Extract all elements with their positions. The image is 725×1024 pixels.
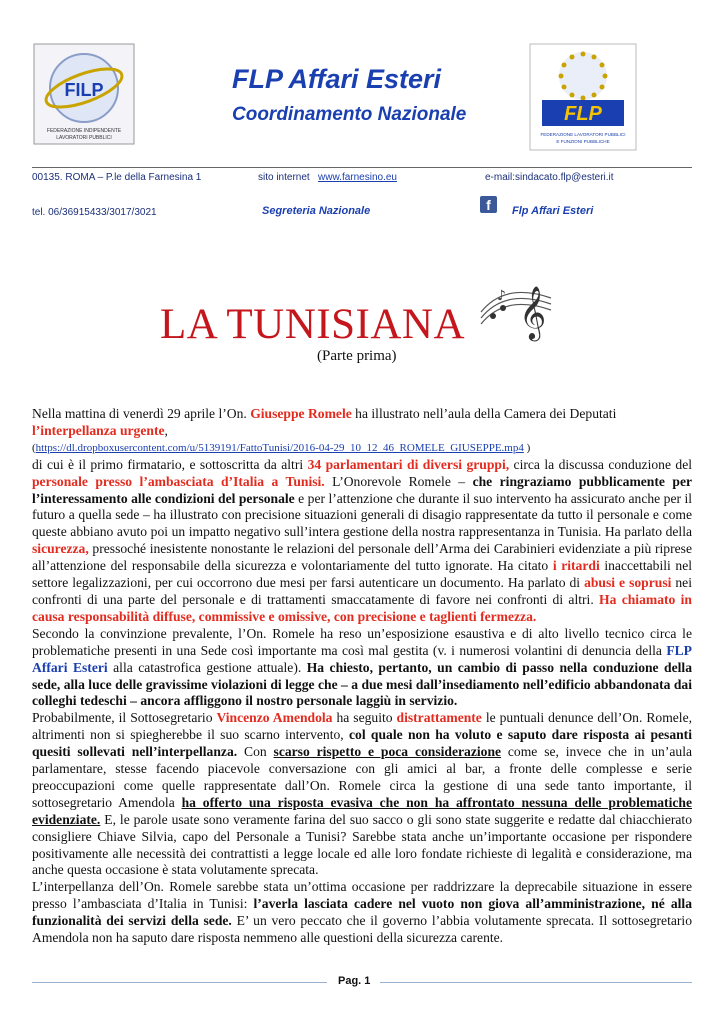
paragraph-5 [32,879,692,947]
highlight-text: distrattamente [396,710,482,726]
document-title: LA TUNISIANA [160,301,466,348]
svg-text:E FUNZIONI PUBBLICHE: E FUNZIONI PUBBLICHE [556,139,610,144]
text-span: le puntuali denunce dell’On. Romele, altrimenti non si spiegherebbe il suo scarno intervento, [32,710,693,743]
header-subtitle: Coordinamento Nazionale [232,104,467,125]
paragraph-1 [32,406,692,440]
video-link[interactable]: https://dl.dropboxusercontent.com/u/5139191/FattoTunisi/2016-04-29_10_12_46_ROMELE_GIUSEPPE.mp4 [35,441,524,454]
footer-divider-right [380,982,692,983]
filp-logo-icon [32,42,136,146]
highlight-text: l’interpellanza urgente [32,422,165,438]
document-subtitle: (Parte prima) [317,348,397,364]
text-span: E’ un vero peccato che il governo l’abbia volutamente sprecata. Il sottosegretario Amendola non ha saputo dare risposta nemmeno alle questioni della sicurezza carente. [32,913,692,946]
email-text[interactable]: e-mail:sindacato.flp@esteri.it [485,172,614,183]
highlight-text: 34 parlamentari di diversi gruppi, [307,456,510,472]
text-span: di cui è il primo firmatario, e sottoscritta da altri [32,456,308,472]
text-span: come se, invece che in un’aula parlamentare, stesse facendo piacevole conversazione con gli amici al bar, a fronte delle complesse e serie preoccupazioni come quelle rappresentate dall’On. Romele circa la gestione di una sede tanto importante, il sottosegretario Amendola [32,744,692,810]
bold-underline-text: ha offerto una risposta evasiva che non ha affrontato nessuna delle problematiche evidenziate. [32,794,692,827]
text-span: ha illustrato nell’aula della Camera dei Deputati [351,406,617,421]
highlight-text: personale presso l’ambasciata d’Italia a Tunisi. [32,473,325,489]
text-span: Probabilmente, il Sottosegretario [32,710,217,726]
site-label: sito internet [258,172,310,183]
text-span: Con [237,744,274,760]
flp-name: FLP Affari Esteri [32,642,692,675]
bold-text: che ringraziamo pubblicamente per l’interessamento alle condizioni del personale [32,473,693,506]
text-span: ha seguito [332,710,397,726]
highlight-text: i ritardi [552,558,600,574]
text-span: Nella mattina di venerdì 29 aprile l’On. [32,406,251,421]
svg-text:FILP: FILP [64,80,104,100]
header-divider [32,167,692,168]
highlight-text: abusi e soprusi [584,575,672,591]
tel-text: tel. 06/36915433/3017/3021 [32,207,157,218]
text-span: inaccettabili nel settore legalizzazioni, per cui occorrono due mesi per farsi autenticare un documento. Ha parlato di [32,558,693,591]
paragraph-4 [32,710,692,879]
text-span: alla catastrofica gestione attuale). [107,659,307,675]
svg-text:LAVORATORI PUBBLICI: LAVORATORI PUBBLICI [56,135,112,141]
highlight-text: sicurezza, [32,541,89,557]
site-link[interactable]: www.farnesino.eu [318,172,397,183]
svg-text:FEDERAZIONE INDIPENDENTE: FEDERAZIONE INDIPENDENTE [46,128,122,134]
paragraph-2 [32,457,692,626]
text-span: pressoché inesistente nonostante le relazioni del personale dell’Arma dei Carabinieri evidenziate a più riprese all’attenzione del responsabile della sicurezza e volontariamente del tutto ignorate. Ha citato [32,541,692,574]
page-number: Pag. 1 [338,975,371,987]
svg-text:FEDERAZIONE LAVORATORI PUBBLIC: FEDERAZIONE LAVORATORI PUBBLICI [540,132,626,137]
facebook-icon[interactable]: f [480,196,497,213]
bold-text: l’averla lasciata cadere nel vuoto non giova all’amministrazione, né alla funzionalità dei servizi della sede. [32,896,692,929]
text-span: E, le parole usate sono veramente farina del suo sacco o gli sono state suggerite e redatte dal chiacchierato consigliere Chiave Silvia, capo del Personale a Tunisi? Sarebbe stata anche un’importante occasione per rispondere positivamente alle necessità dei contrattisti a legge locale ed alle loro fondate richieste di legalità e considerazione, ma anche questa occasione è stata volutamente sprecata. [32,811,692,878]
video-url-line [32,440,692,457]
text-span: e per l’attenzione che durante il suo intervento ha assicurato anche per il futuro a quella sede – ha illustrato con precisione situazioni generali di disagio rappresentate da tutto il personale e come queste abbiano avuto poi un impatto negativo sull’intera gestione della nostra rappresentanza in Tunisia. Ha parlato della [32,490,693,540]
footer-divider-left [32,982,327,983]
svg-text:♪: ♪ [497,288,506,304]
header-title: FLP Affari Esteri [232,64,442,94]
bold-text: Ha chiesto, pertanto, un cambio di passo nella conduzione della sede, alla luce delle gravissime violazioni di legge che – a due mesi dall’insediamento nell’edificio abbandonata dai colleghi tedeschi – ancora affliggono il nostro personale laggiù in servizio. [32,659,692,709]
highlight-name: Giuseppe Romele [250,406,352,421]
music-note-icon [475,272,557,342]
svg-text:FLP: FLP [564,103,602,125]
highlight-text: Ha chiamato in causa responsabilità diffuse, commissive e omissive, con precisione e taglienti fermezza. [32,591,692,624]
text-span: L’interpellanza dell’On. Romele sarebbe stata un’ottima occasione per raddrizzare la deprecabile situazione in essere presso l’ambasciata d’Italia in Tunisi: [32,879,692,912]
paren: ( [32,441,36,454]
paren: ) [523,441,531,454]
segreteria-text: Segreteria Nazionale [262,205,371,217]
text-span: Secondo la convinzione prevalente, l’On. Romele ha reso un’esposizione esaustiva e di alto livello tecnico circa le problematiche presenti in una Sede così importante ma così mal gestita (v. i numerosi volantini di denuncia della [32,625,692,658]
text-span: circa la discussa conduzione del [509,456,693,472]
text-span: nei confronti di una parte del personale e di trattamenti smaccatamente di favore nei confronti di altri. [32,575,692,607]
address-text: 00135. ROMA – P.le della Farnesina 1 [32,172,202,183]
bold-underline-text: scarso rispetto e poca considerazione [273,744,502,760]
bold-text: col quale non ha voluto e saputo dare risposta ai pesanti quesiti sollevati nell’interpellanza. [32,727,692,760]
article-body [32,406,692,947]
facebook-label[interactable]: Flp Affari Esteri [512,205,594,217]
svg-text:𝄞: 𝄞 [519,285,547,339]
flp-europe-logo-icon [528,42,638,152]
paragraph-3 [32,626,692,711]
highlight-name: Vincenzo Amendola [216,710,333,726]
site-block [258,172,397,183]
text-span: L’Onorevole Romele – [324,473,473,489]
text-span: , [164,422,168,438]
